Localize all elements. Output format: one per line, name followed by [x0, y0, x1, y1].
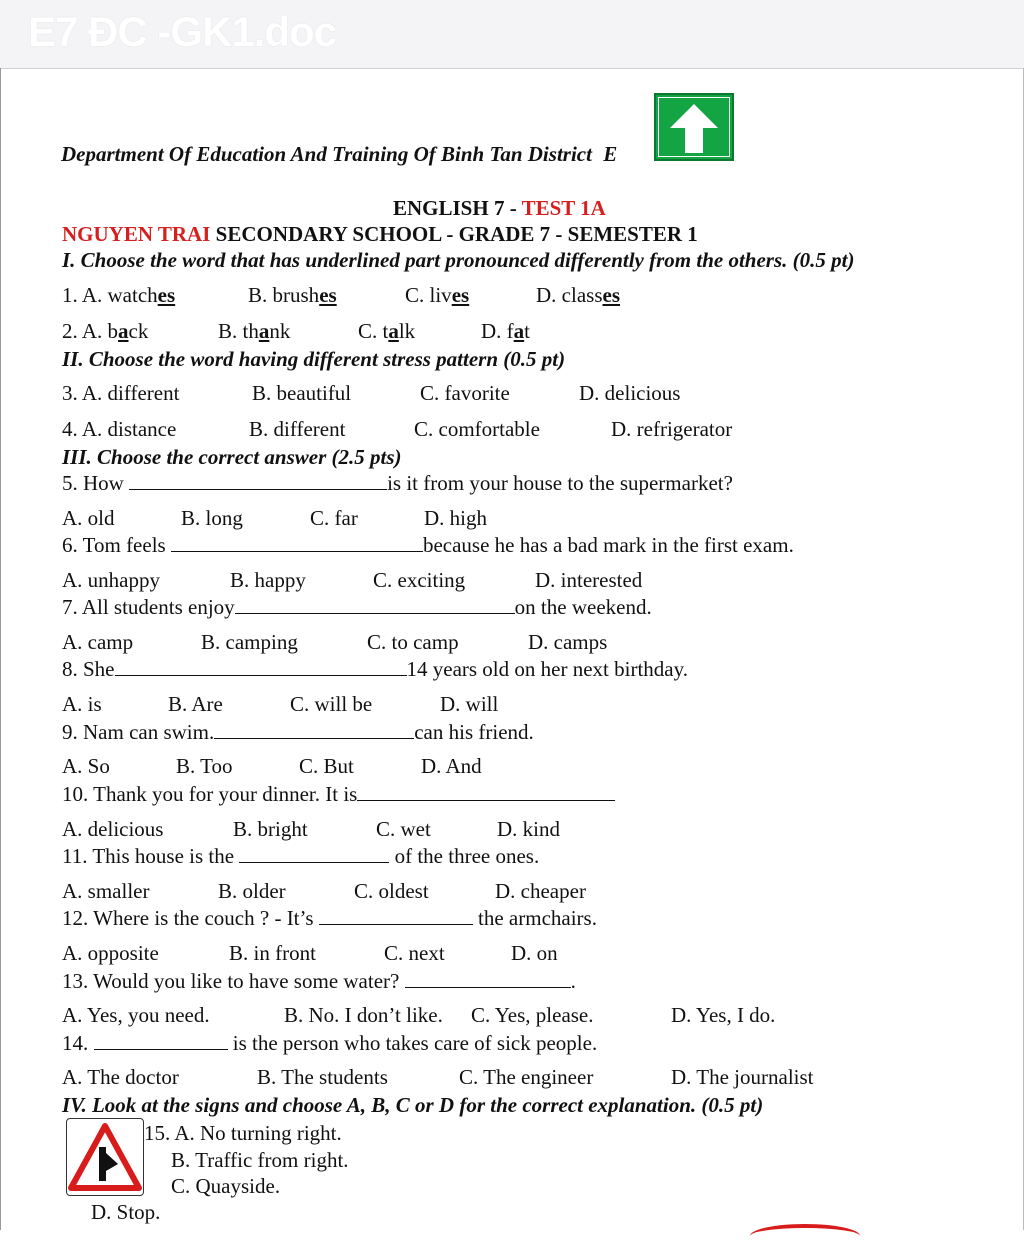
- question-13-stem: 13. Would you like to have some water? .: [62, 969, 576, 993]
- question-7-stem: 7. All students enjoy on the weekend.: [62, 595, 652, 619]
- q7-option-a: A. camp: [62, 630, 134, 654]
- q2-option-d: D. fat: [481, 319, 531, 343]
- test-title-prefix: ENGLISH 7 -: [393, 196, 522, 220]
- q1-option-a: 1. A. watches: [62, 283, 176, 307]
- answer-blank[interactable]: [171, 533, 423, 552]
- q12-option-d: D. on: [511, 941, 558, 965]
- answer-blank[interactable]: [129, 471, 387, 490]
- q14-option-b: B. The students: [257, 1065, 388, 1089]
- q9-option-b: B. Too: [176, 754, 233, 778]
- answer-blank[interactable]: [405, 969, 571, 988]
- document-title: E7 ĐC -GK1.doc: [28, 8, 337, 55]
- test-title: [393, 195, 606, 221]
- traffic-sign-image: [66, 1118, 144, 1196]
- q3-option-b: B. beautiful: [252, 381, 352, 405]
- q5-option-b: B. long: [181, 506, 243, 530]
- q15-option-d: D. Stop.: [91, 1200, 161, 1224]
- question-10-stem: 10. Thank you for your dinner. It is: [62, 781, 615, 807]
- q2-option-c: C. talk: [358, 319, 416, 343]
- q9-option-c: C. But: [299, 754, 354, 778]
- q15-option-c: C. Quayside.: [171, 1174, 281, 1198]
- q8-option-a: A. is: [62, 692, 102, 716]
- section-1-heading: I. Choose the word that has underlined part pronounced differently from the others. (0.5 pt): [62, 248, 855, 272]
- q11-option-c: C. oldest: [354, 879, 429, 903]
- q10-option-c: C. wet: [376, 817, 431, 841]
- q10-option-d: D. kind: [497, 817, 560, 841]
- q1-option-c: C. lives: [405, 283, 470, 307]
- q3-option-c: C. favorite: [420, 381, 510, 405]
- q3-option-a: 3. A. different: [62, 381, 180, 405]
- scroll-to-top-button[interactable]: [654, 93, 734, 161]
- q12-option-a: A. opposite: [62, 941, 159, 965]
- answer-blank[interactable]: [239, 844, 389, 863]
- q8-option-d: D. will: [440, 692, 499, 716]
- q1-option-d: D. classes: [536, 283, 620, 307]
- question-5-stem: 5. How is it from your house to the supermarket?: [62, 471, 733, 495]
- traffic-from-right-sign-icon: [67, 1119, 143, 1195]
- question-8-stem: 8. She 14 years old on her next birthday.: [62, 657, 688, 681]
- q2-option-b: B. thank: [218, 319, 291, 343]
- q3-option-d: D. delicious: [579, 381, 681, 405]
- q4-option-d: D. refrigerator: [611, 417, 733, 441]
- question-11-stem: 11. This house is the of the three ones.: [62, 844, 540, 868]
- next-sign-edge: [750, 1224, 860, 1248]
- q13-option-c: C. Yes, please.: [471, 1003, 594, 1027]
- q14-option-a: A. The doctor: [62, 1065, 179, 1089]
- department-cut-text: E: [603, 142, 618, 166]
- q7-option-b: B. camping: [201, 630, 298, 654]
- q4-option-c: C. comfortable: [414, 417, 540, 441]
- arrow-up-icon: [656, 95, 732, 159]
- answer-blank[interactable]: [115, 657, 407, 676]
- q6-option-c: C. exciting: [373, 568, 466, 592]
- q9-option-d: D. And: [421, 754, 482, 778]
- q10-option-a: A. delicious: [62, 817, 164, 841]
- window-title-bar: [0, 0, 1024, 69]
- q1-option-b: B. brushes: [248, 283, 337, 307]
- q12-option-b: B. in front: [229, 941, 316, 965]
- q7-option-c: C. to camp: [367, 630, 459, 654]
- answer-blank[interactable]: [94, 1031, 228, 1050]
- question-9-stem: 9. Nam can swim. can his friend.: [62, 720, 534, 744]
- q11-option-b: B. older: [218, 879, 286, 903]
- section-4-heading: IV. Look at the signs and choose A, B, C or D for the correct explanation. (0.5 pt): [62, 1093, 764, 1117]
- q11-option-d: D. cheaper: [495, 879, 586, 903]
- question-14-stem: 14. is the person who takes care of sick people.: [62, 1031, 598, 1055]
- school-details: SECONDARY SCHOOL - GRADE 7 - SEMESTER 1: [210, 222, 698, 246]
- answer-blank[interactable]: [214, 720, 414, 739]
- q13-option-b: B. No. I don’t like.: [284, 1003, 443, 1027]
- q4-option-b: B. different: [249, 417, 346, 441]
- school-name: NGUYEN TRAI: [62, 222, 211, 246]
- q15-option-b: B. Traffic from right.: [171, 1148, 349, 1172]
- q9-option-a: A. So: [62, 754, 110, 778]
- section-3-heading: III. Choose the correct answer (2.5 pts): [62, 445, 402, 469]
- answer-blank[interactable]: [357, 782, 615, 801]
- q6-option-a: A. unhappy: [62, 568, 160, 592]
- page-edge-left: [0, 68, 1, 1230]
- q14-option-d: D. The journalist: [671, 1065, 814, 1089]
- q12-option-c: C. next: [384, 941, 445, 965]
- department-text: Department Of Education And Training Of Binh Tan District: [61, 142, 592, 166]
- question-12-stem: 12. Where is the couch ? - It’s the armchairs.: [62, 906, 597, 930]
- school-line: [62, 221, 698, 247]
- q8-option-c: C. will be: [290, 692, 373, 716]
- answer-blank[interactable]: [235, 595, 515, 614]
- section-2-heading: II. Choose the word having different stress pattern (0.5 pt): [62, 347, 566, 371]
- question-6-stem: 6. Tom feels because he has a bad mark in the first exam.: [62, 533, 794, 557]
- q6-option-d: D. interested: [535, 568, 643, 592]
- q13-option-d: D. Yes, I do.: [671, 1003, 776, 1027]
- q6-option-b: B. happy: [230, 568, 306, 592]
- q5-option-c: C. far: [310, 506, 358, 530]
- q10-option-b: B. bright: [233, 817, 308, 841]
- q15-option-a: 15. A. No turning right.: [144, 1121, 342, 1145]
- answer-blank[interactable]: [319, 906, 473, 925]
- q5-option-a: A. old: [62, 506, 115, 530]
- q7-option-d: D. camps: [528, 630, 608, 654]
- q14-option-c: C. The engineer: [459, 1065, 594, 1089]
- test-title-code: TEST 1A: [521, 196, 606, 220]
- q2-option-a: 2. A. back: [62, 319, 149, 343]
- q5-option-d: D. high: [424, 506, 487, 530]
- department-heading: [61, 141, 617, 167]
- q4-option-a: 4. A. distance: [62, 417, 177, 441]
- q8-option-b: B. Are: [168, 692, 223, 716]
- q11-option-a: A. smaller: [62, 879, 150, 903]
- q13-option-a: A. Yes, you need.: [62, 1003, 210, 1027]
